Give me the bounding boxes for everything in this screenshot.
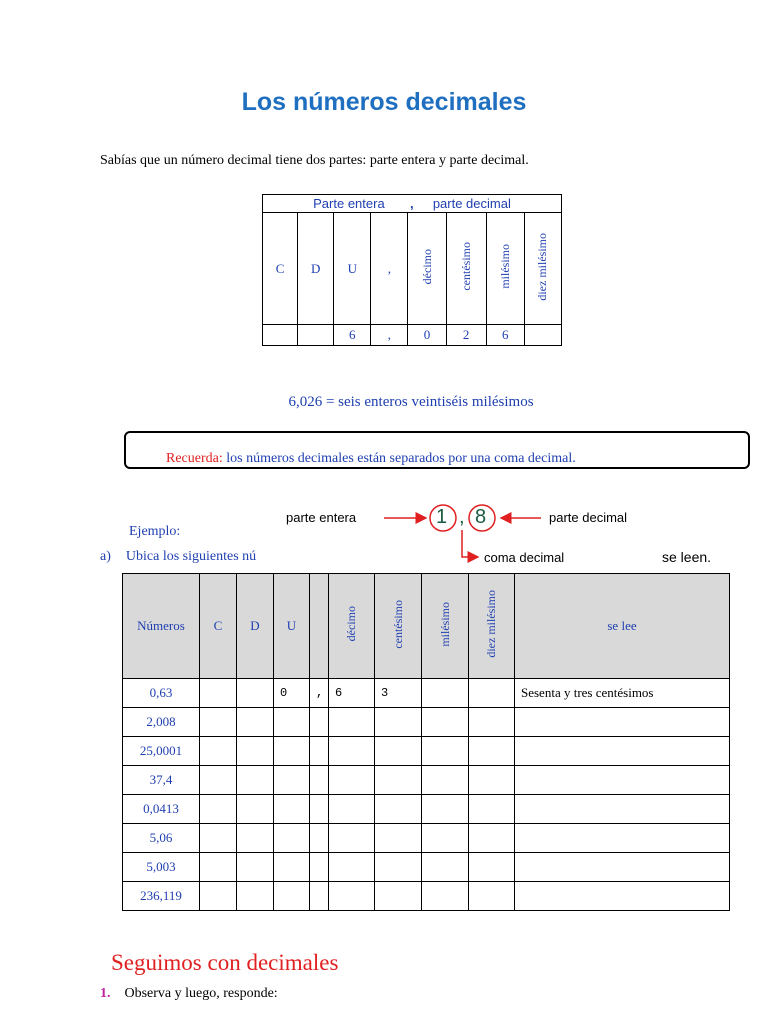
row-cell[interactable] xyxy=(310,737,329,766)
header-parte-decimal: parte decimal xyxy=(432,196,511,211)
row-cell[interactable] xyxy=(274,795,310,824)
row-cell[interactable] xyxy=(375,766,422,795)
row-cell[interactable] xyxy=(329,824,375,853)
th-se-lee: se lee xyxy=(515,574,730,679)
place-value-table xyxy=(262,194,562,346)
col-milesimo: milésimo xyxy=(486,213,524,325)
val-c xyxy=(263,325,298,346)
row-cell[interactable] xyxy=(237,882,274,911)
row-reading[interactable]: Sesenta y tres centésimos xyxy=(515,679,730,708)
row-cell[interactable] xyxy=(469,824,515,853)
row-cell[interactable] xyxy=(310,824,329,853)
row-cell[interactable] xyxy=(274,766,310,795)
row-cell[interactable] xyxy=(375,882,422,911)
example-label: Ejemplo: xyxy=(129,524,181,539)
question-text: Observa y luego, responde: xyxy=(124,986,278,1001)
row-cell[interactable] xyxy=(237,853,274,882)
recuerda-label: Recuerda: xyxy=(166,451,223,466)
row-cell[interactable] xyxy=(274,882,310,911)
row-cell[interactable] xyxy=(310,882,329,911)
row-cell[interactable] xyxy=(200,853,237,882)
row-cell[interactable] xyxy=(469,737,515,766)
row-cell[interactable] xyxy=(329,766,375,795)
th-decimo: décimo xyxy=(329,574,375,679)
row-cell[interactable] xyxy=(310,853,329,882)
row-cell[interactable] xyxy=(200,882,237,911)
row-cell[interactable] xyxy=(375,708,422,737)
row-cell[interactable] xyxy=(237,679,274,708)
place-value-header xyxy=(263,195,562,213)
table-row xyxy=(123,824,730,853)
row-cell[interactable] xyxy=(237,795,274,824)
diagram-digit1: 1 xyxy=(436,506,448,528)
row-cell[interactable] xyxy=(200,708,237,737)
header-comma: , xyxy=(409,196,414,211)
th-centesimo: centésimo xyxy=(375,574,422,679)
col-u: U xyxy=(334,213,371,325)
val-decimo: 0 xyxy=(408,325,446,346)
row-reading[interactable] xyxy=(515,766,730,795)
row-cell[interactable] xyxy=(310,795,329,824)
row-reading[interactable] xyxy=(515,824,730,853)
row-cell[interactable]: 6 xyxy=(329,679,375,708)
th-comma xyxy=(310,574,329,679)
col-centesimo: centésimo xyxy=(446,213,486,325)
instruction-text: Ubica los siguientes nú xyxy=(125,549,257,564)
row-cell[interactable] xyxy=(237,766,274,795)
row-cell[interactable] xyxy=(274,737,310,766)
row-number: 2,008 xyxy=(123,708,200,737)
row-reading[interactable] xyxy=(515,708,730,737)
row-cell[interactable] xyxy=(422,708,469,737)
row-cell[interactable] xyxy=(329,882,375,911)
th-numeros: Números xyxy=(123,574,200,679)
row-cell[interactable] xyxy=(329,795,375,824)
row-cell[interactable] xyxy=(310,708,329,737)
row-cell[interactable]: , xyxy=(310,679,329,708)
row-number: 236,119 xyxy=(123,882,200,911)
row-cell[interactable] xyxy=(329,708,375,737)
table-row xyxy=(123,795,730,824)
table-row xyxy=(123,766,730,795)
table-row xyxy=(123,708,730,737)
row-cell[interactable] xyxy=(237,824,274,853)
row-cell[interactable] xyxy=(329,853,375,882)
row-cell[interactable] xyxy=(422,853,469,882)
row-cell[interactable] xyxy=(375,795,422,824)
row-cell[interactable] xyxy=(200,737,237,766)
diagram-bottom-label: coma decimal xyxy=(484,550,565,565)
comma-arrow xyxy=(462,530,478,557)
row-cell[interactable] xyxy=(375,853,422,882)
header-parte-entera: Parte entera xyxy=(313,196,385,211)
row-cell[interactable] xyxy=(469,853,515,882)
val-diez-milesimo xyxy=(524,325,561,346)
row-cell[interactable] xyxy=(422,882,469,911)
val-milesimo: 6 xyxy=(486,325,524,346)
row-cell[interactable] xyxy=(375,737,422,766)
diagram-comma: , xyxy=(459,506,465,528)
instruction-tail: se leen. xyxy=(662,549,712,565)
th-diez-milesimo: diez milésimo xyxy=(469,574,515,679)
decimal-diagram xyxy=(286,500,666,570)
th-milesimo: milésimo xyxy=(422,574,469,679)
question-number: 1. xyxy=(100,986,111,1001)
col-d: D xyxy=(298,213,334,325)
recuerda-body: los números decimales están separados por una coma decimal. xyxy=(222,451,576,466)
section-title: Seguimos con decimales xyxy=(111,950,339,975)
th-u: U xyxy=(274,574,310,679)
row-reading[interactable] xyxy=(515,737,730,766)
th-c: C xyxy=(200,574,237,679)
row-cell[interactable] xyxy=(375,824,422,853)
row-cell[interactable] xyxy=(469,766,515,795)
row-cell[interactable] xyxy=(422,795,469,824)
row-cell[interactable] xyxy=(200,679,237,708)
val-d xyxy=(298,325,334,346)
val-centesimo: 2 xyxy=(446,325,486,346)
row-number: 25,0001 xyxy=(123,737,200,766)
row-number: 5,06 xyxy=(123,824,200,853)
table-row xyxy=(123,679,730,708)
diagram-digit2: 8 xyxy=(475,506,487,528)
val-u: 6 xyxy=(334,325,371,346)
row-cell[interactable] xyxy=(422,824,469,853)
row-cell[interactable] xyxy=(422,737,469,766)
row-cell[interactable] xyxy=(274,708,310,737)
page-title: Los números decimales xyxy=(241,88,527,116)
row-cell[interactable] xyxy=(200,766,237,795)
place-value-values xyxy=(263,325,562,346)
table-row xyxy=(123,882,730,911)
row-cell[interactable] xyxy=(237,737,274,766)
row-cell[interactable] xyxy=(469,679,515,708)
row-cell[interactable] xyxy=(237,708,274,737)
row-number: 37,4 xyxy=(123,766,200,795)
instruction-marker: a) xyxy=(100,549,111,564)
val-comma: , xyxy=(371,325,408,346)
intro-text: Sabías que un número decimal tiene dos partes: parte entera y parte decimal. xyxy=(100,153,529,168)
row-cell[interactable] xyxy=(310,766,329,795)
row-cell[interactable] xyxy=(200,824,237,853)
row-cell[interactable] xyxy=(329,737,375,766)
col-comma: , xyxy=(371,213,408,325)
row-cell[interactable] xyxy=(274,824,310,853)
place-value-columns xyxy=(263,213,562,325)
row-number: 5,003 xyxy=(123,853,200,882)
diagram-right-label: parte decimal xyxy=(549,510,628,525)
row-number: 0,0413 xyxy=(123,795,200,824)
row-cell[interactable] xyxy=(469,882,515,911)
equation-text: 6,026 = seis enteros veintiséis milésimos xyxy=(288,394,534,410)
question xyxy=(100,986,278,1002)
instruction xyxy=(100,549,256,565)
col-decimo: décimo xyxy=(408,213,446,325)
row-cell[interactable] xyxy=(469,795,515,824)
col-diez-milesimo: diez milésimo xyxy=(524,213,561,325)
th-d: D xyxy=(237,574,274,679)
row-cell[interactable] xyxy=(422,679,469,708)
row-cell[interactable] xyxy=(200,795,237,824)
diagram-left-label: parte entera xyxy=(286,510,357,525)
recuerda-text xyxy=(166,451,576,467)
row-cell[interactable] xyxy=(422,766,469,795)
row-cell[interactable] xyxy=(469,708,515,737)
row-reading[interactable] xyxy=(515,882,730,911)
row-reading[interactable] xyxy=(515,795,730,824)
row-cell[interactable]: 3 xyxy=(375,679,422,708)
col-c: C xyxy=(263,213,298,325)
row-cell[interactable]: 0 xyxy=(274,679,310,708)
row-reading[interactable] xyxy=(515,853,730,882)
row-number: 0,63 xyxy=(123,679,200,708)
row-cell[interactable] xyxy=(274,853,310,882)
decimals-table xyxy=(122,573,730,911)
table-header-row xyxy=(123,574,730,679)
table-row xyxy=(123,853,730,882)
table-row xyxy=(123,737,730,766)
